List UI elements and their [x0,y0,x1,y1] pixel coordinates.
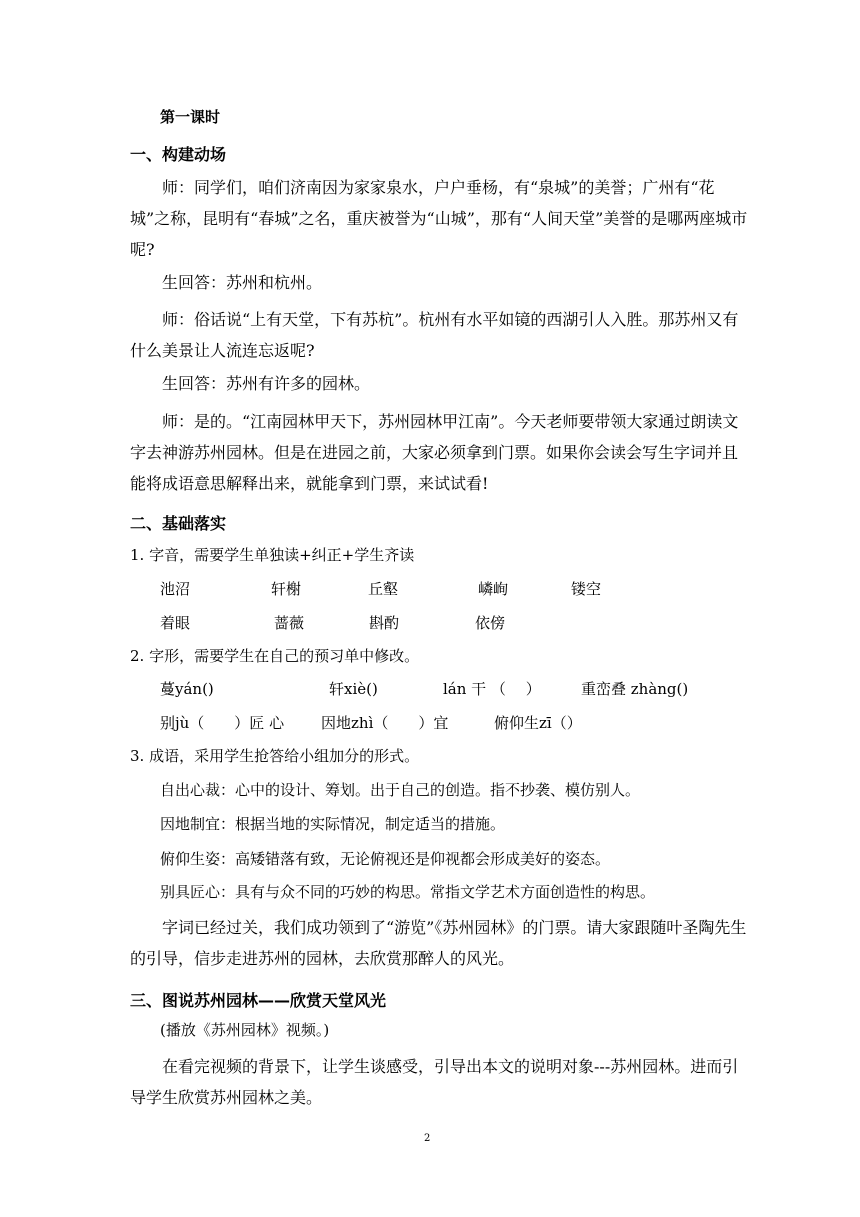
glyph-item: lán 干 （ ） [443,680,541,698]
word-item: 依傍 [475,614,506,632]
section2-heading: 二、基础落实 [130,514,227,533]
idiom-item: 自出心裁：心中的设计、筹划。出于自己的创造。指不抄袭、模仿别人。 [160,781,641,799]
section1-answer-2: 生回答：苏州有许多的园林。 [162,374,371,393]
word-item: 轩榭 [271,580,302,598]
section1-paragraph-2: 师：俗话说“上有天堂，下有苏杭”。杭州有水平如镜的西湖引人入胜。那苏州又有什么美景让人流连忘返呢? [130,310,739,360]
word-item: 池沼 [160,580,191,598]
idiom-item: 别具匠心：具有与众不同的巧妙的构思。常指文学艺术方面创造性的构思。 [160,883,656,901]
word-item: 丘壑 [368,580,399,598]
section3-paragraph: 在看完视频的背景下，让学生谈感受，引导出本文的说明对象---苏州园林。进而引导学生欣赏苏州园林之美。 [130,1057,739,1107]
idiom-item: 因地制宜：根据当地的实际情况，制定适当的措施。 [160,815,506,833]
video-note: (播放《苏州园林》视频。) [160,1021,330,1039]
glyph-item: 俯仰生zī（） [494,714,582,732]
word-item: 着眼 [160,614,191,632]
word-item: 镂空 [571,580,602,598]
glyph-item: 因地zhì（ ）宜 [321,714,449,732]
idiom-title: 3. 成语，采用学生抢答给小组加分的形式。 [130,747,420,765]
transition-paragraph: 字词已经过关，我们成功领到了“游览”《苏州园林》的门票。请大家跟随叶圣陶先生的引导，信步走进苏州的园林，去欣赏那醉人的风光。 [130,918,747,968]
section1-paragraph-3: 师：是的。“江南园林甲天下，苏州园林甲江南”。今天老师要带领大家通过朗读文字去神游苏州园林。但是在进园之前，大家必须拿到门票。如果你会读会写生字词并且能将成语意思解释出来，就能拿到门票，来试试看! [130,412,739,493]
section1-paragraph-1: 师：同学们，咱们济南因为家家泉水，户户垂杨，有“泉城”的美誉；广州有“花城”之称，昆明有“春城”之名，重庆被誉为“山城”，那有“人间天堂”美誉的是哪两座城市呢? [130,178,748,259]
glyph-item: 轩xiè() [329,680,378,698]
idiom-item: 俯仰生姿：高矮错落有致，无论俯视还是仰视都会形成美好的姿态。 [160,850,611,868]
section3-heading: 三、图说苏州园林——欣赏天堂风光 [130,991,387,1010]
section1-heading: 一、构建动场 [130,145,227,164]
glyph-item: 别jù（ ）匠 心 [160,714,285,732]
glyph-item: 蔓yán() [160,680,214,698]
word-item: 蔷薇 [274,614,305,632]
pronunciation-title: 1. 字音，需要学生单独读+纠正+学生齐读 [130,546,415,564]
page-number: 2 [424,1133,431,1144]
section1-answer-1: 生回答：苏州和杭州。 [162,273,323,292]
word-item: 嶙峋 [478,580,509,598]
lesson-title: 第一课时 [160,108,221,126]
glyph-item: 重峦叠 zhàng() [581,680,689,698]
glyph-title: 2. 字形，需要学生在自己的预习单中修改。 [130,647,420,665]
word-item: 斟酌 [369,614,400,632]
